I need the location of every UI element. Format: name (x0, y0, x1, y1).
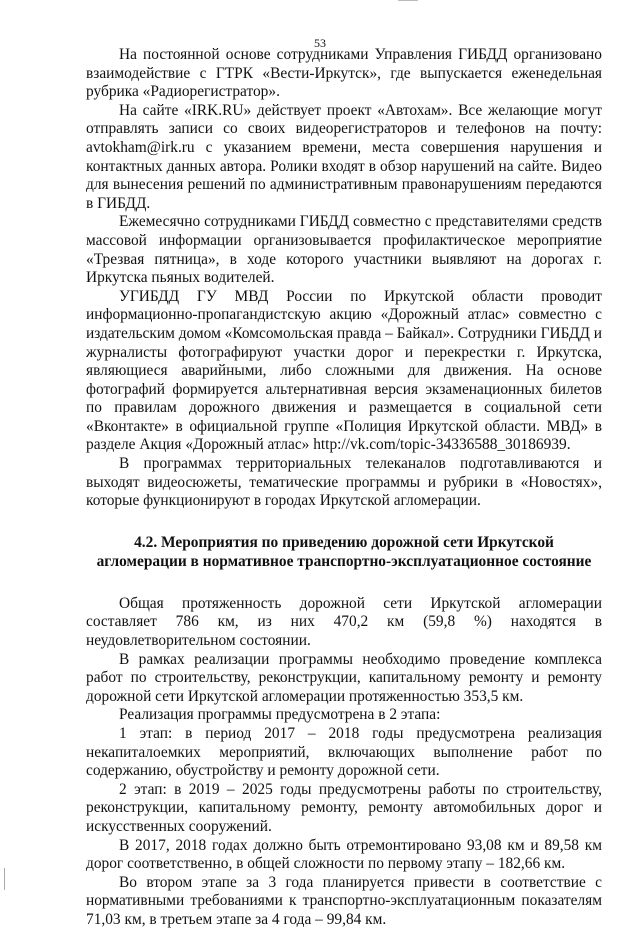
paragraph-second-third-stage: Во втором этапе за 3 года планируется привести в соответствие с нормативными требованиями к транспортно-эксплуатационным показателям 71,03 км, в третьем этапе за 4 года – 99,84 км. (86, 873, 602, 928)
document-body (86, 46, 602, 930)
section-heading-line-2: агломерации в нормативное транспортно-эксплуатационное состояние (96, 552, 592, 570)
paragraph-works-scope: В рамках реализации программы необходимо проведение комплекса работ по строительству, реконструкции, капитальному ремонту и ремонту дорожной сети Иркутской агломерации протяженностью 353,5 км. (86, 650, 602, 705)
scan-artifact-left (4, 868, 5, 890)
paragraph-sober-friday: Ежемесячно сотрудниками ГИБДД совместно с представителями средств массовой информации организовывается профилактическое мероприятие «Трезвая пятница», в ходе которого участники выявляют на дорогах г. Иркутска пьяных водителей. (86, 213, 602, 287)
paragraph-stage-1: 1 этап: в период 2017 – 2018 годы предусмотрена реализация некапиталоемких мероприятий, включающих выполнение работ по содержанию, обустройству и ремонту дорожной сети. (86, 725, 602, 780)
paragraph-radio-registrator: На постоянной основе сотрудниками Управления ГИБДД организовано взаимодействие с ГТРК «Вести-Иркутск», где выпускается еженедельная рубрика «Радиорегистратор». (86, 46, 602, 101)
paragraph-road-atlas: УГИБДД ГУ МВД России по Иркутской области проводит информационно-пропагандистскую акцию «Дорожный атлас» совместно с издательским домом «Комсомольская правда – Байкал». Сотрудники ГИБДД и журналисты фотографируют участки дорог и перекрестки г. Иркутска, являющиеся аварийными, либо сложными для движения. На основе фотографий формируется альтернативная версия экзаменационных билетов по правилам дорожного движения и размещается в социальной сети «Вконтакте» в официальной группе «Полиция Иркутской области. МВД» в разделе Акция «Дорожный атлас» http://vk.com/topic-34336588_30186939. (86, 287, 602, 454)
section-heading-line-1: 4.2. Мероприятия по приведению дорожной сети Иркутской (134, 533, 554, 551)
section-heading (86, 533, 602, 571)
paragraph-stages-intro: Реализация программы предусмотрена в 2 этапа: (119, 706, 441, 724)
paragraph-tv-programs: В программах территориальных телеканалов подготавливаются и выходят видеосюжеты, тематические программы и рубрики в «Новостях», которые функционируют в городах Иркутской агломерации. (86, 455, 602, 510)
paragraph-network-length: Общая протяженность дорожной сети Иркутской агломерации составляет 786 км, из них 470,2 км (59,8 %) находятся в неудовлетворительном состоянии. (86, 594, 602, 650)
page-number: 53 (314, 36, 326, 50)
paragraph-repair-2017-2018: В 2017, 2018 годах должно быть отремонтировано 93,08 км и 89,58 км дорог соответственно, в общей сложности по первому этапу – 182,66 км. (86, 836, 602, 873)
scan-artifact-top (398, 0, 418, 1)
paragraph-stage-2: 2 этап: в 2019 – 2025 годы предусмотрены работы по строительству, реконструкции, капитальному ремонту, ремонту автомобильных дорог и искусственных сооружений. (86, 780, 602, 835)
paragraph-avtokham-project: На сайте «IRK.RU» действует проект «Автохам». Все желающие могут отправлять записи со своих видеорегистраторов и телефонов на почту: avtokham@irk.ru с указанием времени, места совершения нарушения и контактных данных автора. Ролики входят в обзор нарушений на сайте. Видео для вынесения решений по административным правонарушениям передаются в ГИБДД. (86, 101, 602, 212)
